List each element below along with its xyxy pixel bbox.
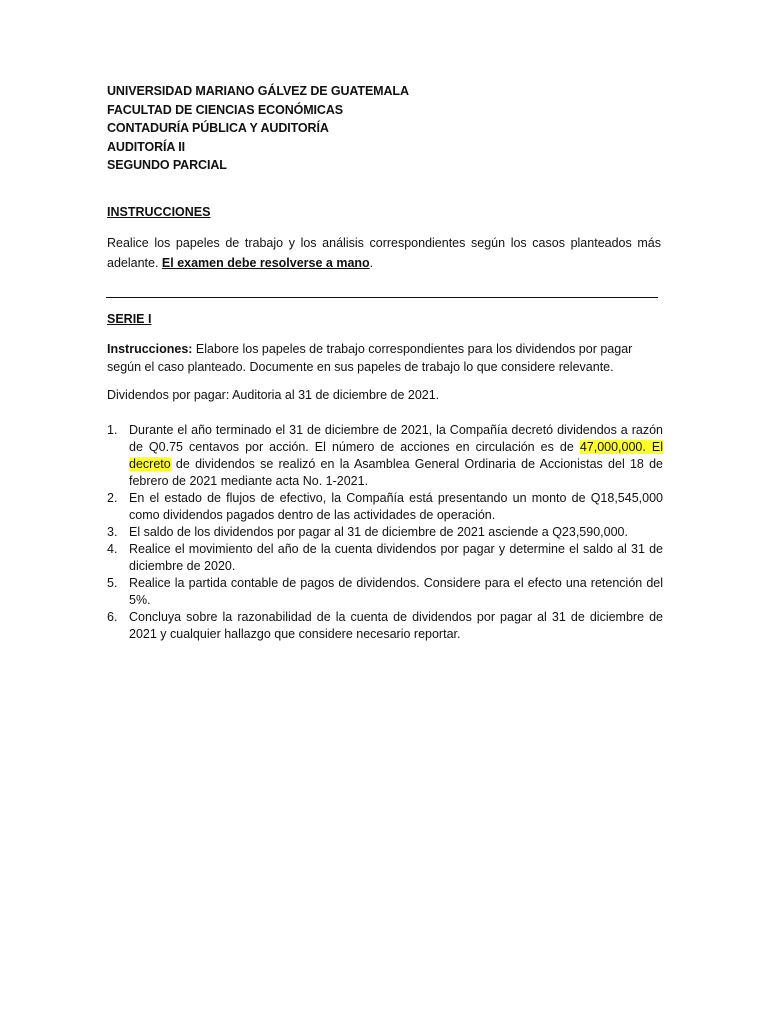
header-exam: SEGUNDO PARCIAL: [107, 158, 227, 173]
instructions-title: INSTRUCCIONES: [107, 205, 211, 219]
list-item: [107, 422, 663, 490]
item-number: 4.: [107, 542, 118, 556]
item-text: Realice el movimiento del año de la cuenta dividendos por pagar y determine el saldo al 31 de diciembre de 2020.: [129, 542, 663, 573]
section-divider: [106, 297, 658, 298]
item-number: 3.: [107, 525, 118, 539]
instructions-body: Realice los papeles de trabajo y los análisis correspondientes según los casos planteados más adelante.: [107, 236, 661, 270]
list-item: [107, 541, 663, 575]
instructions-emphasis: El examen debe resolverse a mano: [161, 256, 370, 270]
serie-instructions-text: Elabore los papeles de trabajo correspondientes para los dividendos por pagar según el caso planteado. Documente en sus papeles de trabajo lo que considere relevante.: [107, 342, 633, 374]
item-text: Concluya sobre la razonabilidad de la cuenta de dividendos por pagar al 31 de diciembre de 2021 y cualquier hallazgo que considere necesario reportar.: [129, 610, 663, 641]
instructions-end: .: [369, 256, 374, 270]
item-text: Durante el año terminado el 31 de diciembre de 2021, la Compañía decretó dividendos a razón de Q0.75 centavos por acción. El número de acciones en circulación es de: [129, 423, 663, 454]
header-university: UNIVERSIDAD MARIANO GÁLVEZ DE GUATEMALA: [107, 84, 409, 98]
list-item: [107, 490, 663, 524]
header-faculty: FACULTAD DE CIENCIAS ECONÓMICAS: [107, 102, 344, 117]
list-item: [107, 524, 663, 541]
serie-instructions-label: Instrucciones:: [107, 342, 193, 356]
item-number: 1.: [107, 423, 118, 437]
list-item: [107, 609, 663, 643]
item-text: El saldo de los dividendos por pagar al 31 de diciembre de 2021 asciende a Q23,590,000.: [129, 525, 628, 539]
item-number: 2.: [107, 491, 118, 505]
item-text: En el estado de flujos de efectivo, la Compañía está presentando un monto de Q18,545,000 como dividendos pagados dentro de las actividades de operación.: [129, 491, 663, 522]
list-item: [107, 575, 663, 609]
question-list: [107, 422, 663, 643]
item-text-continued: de dividendos se realizó en la Asamblea General Ordinaria de Accionistas del 18 de febrero de 2021 mediante acta No. 1-2021.: [129, 457, 663, 488]
header-course: AUDITORÍA II: [107, 139, 185, 154]
item-number: 5.: [107, 576, 118, 590]
item-text: Realice la partida contable de pagos de dividendos. Considere para el efecto una retención del 5%.: [129, 576, 663, 607]
header-career: CONTADURÍA PÚBLICA Y AUDITORÍA: [107, 121, 329, 136]
dividendos-line: Dividendos por pagar: Auditoria al 31 de diciembre de 2021.: [107, 388, 440, 402]
item-number: 6.: [107, 610, 118, 624]
serie-instructions: [107, 340, 663, 376]
serie-title: SERIE I: [107, 312, 152, 326]
document-header: [107, 82, 409, 175]
instructions-text: [107, 233, 661, 273]
highlighted-text: 47,000,000. El decreto: [129, 440, 664, 471]
